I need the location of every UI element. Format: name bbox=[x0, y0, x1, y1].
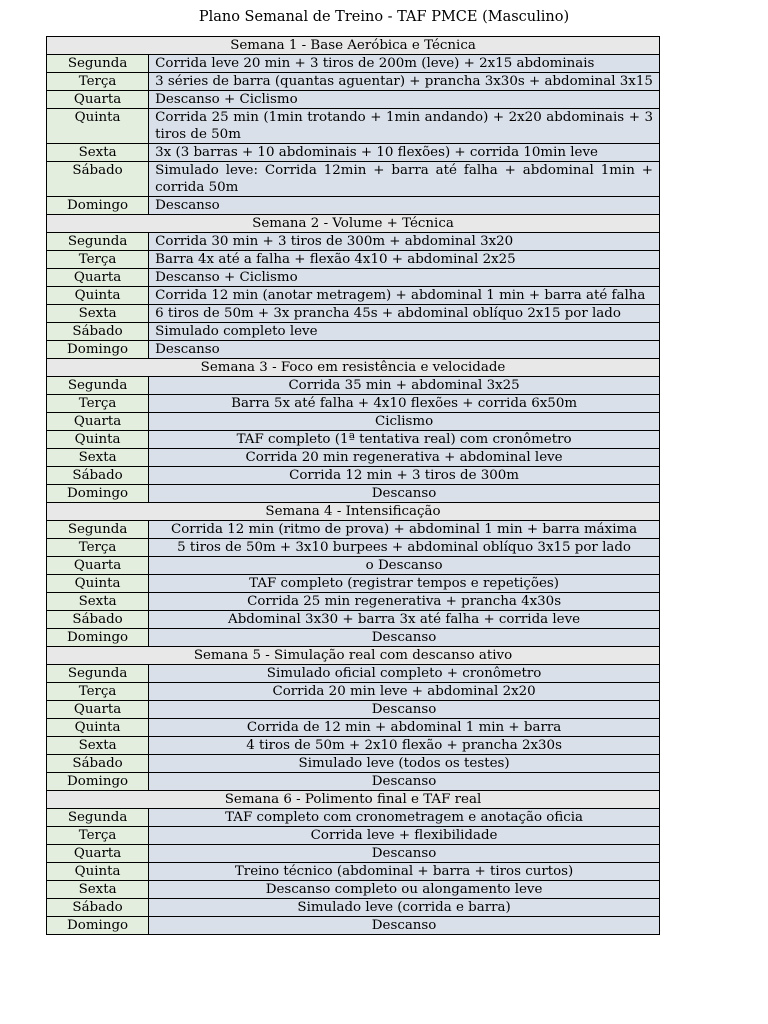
day-cell: Sábado bbox=[47, 162, 149, 197]
table-row bbox=[47, 809, 660, 827]
day-cell: Domingo bbox=[47, 485, 149, 503]
table-row bbox=[47, 55, 660, 73]
table-row bbox=[47, 197, 660, 215]
activity-cell: Treino técnico (abdominal + barra + tiros curtos) bbox=[149, 863, 660, 881]
table-row bbox=[47, 233, 660, 251]
table-row bbox=[47, 305, 660, 323]
activity-cell: 3x (3 barras + 10 abdominais + 10 flexões) + corrida 10min leve bbox=[149, 144, 660, 162]
activity-cell: Descanso bbox=[149, 701, 660, 719]
training-plan-body bbox=[47, 37, 660, 935]
day-cell: Segunda bbox=[47, 665, 149, 683]
table-row bbox=[47, 755, 660, 773]
activity-cell: o Descanso bbox=[149, 557, 660, 575]
activity-cell: Descanso bbox=[149, 845, 660, 863]
activity-cell: Descanso bbox=[149, 197, 660, 215]
week-header-row bbox=[47, 503, 660, 521]
day-cell: Quinta bbox=[47, 575, 149, 593]
activity-cell: Simulado completo leve bbox=[149, 323, 660, 341]
week-header-row bbox=[47, 215, 660, 233]
activity-cell: 5 tiros de 50m + 3x10 burpees + abdominal oblíquo 3x15 por lado bbox=[149, 539, 660, 557]
activity-cell: Corrida 30 min + 3 tiros de 300m + abdominal 3x20 bbox=[149, 233, 660, 251]
table-row bbox=[47, 737, 660, 755]
activity-cell: Descanso + Ciclismo bbox=[149, 269, 660, 287]
activity-cell: Simulado leve (todos os testes) bbox=[149, 755, 660, 773]
table-row bbox=[47, 881, 660, 899]
day-cell: Domingo bbox=[47, 917, 149, 935]
activity-cell: Simulado leve: Corrida 12min + barra até falha + abdominal 1min + corrida 50m bbox=[149, 162, 660, 197]
day-cell: Segunda bbox=[47, 233, 149, 251]
activity-cell: Descanso bbox=[149, 917, 660, 935]
day-cell: Quinta bbox=[47, 109, 149, 144]
activity-cell: 4 tiros de 50m + 2x10 flexão + prancha 2x30s bbox=[149, 737, 660, 755]
table-row bbox=[47, 773, 660, 791]
day-cell: Sexta bbox=[47, 881, 149, 899]
day-cell: Segunda bbox=[47, 55, 149, 73]
day-cell: Segunda bbox=[47, 521, 149, 539]
activity-cell: Abdominal 3x30 + barra 3x até falha + corrida leve bbox=[149, 611, 660, 629]
table-row bbox=[47, 287, 660, 305]
document-title: Plano Semanal de Treino - TAF PMCE (Masculino) bbox=[198, 9, 570, 25]
table-row bbox=[47, 611, 660, 629]
activity-cell: Descanso bbox=[149, 773, 660, 791]
table-row bbox=[47, 341, 660, 359]
table-row bbox=[47, 701, 660, 719]
week-title: Semana 3 - Foco em resistência e velocidade bbox=[47, 359, 660, 377]
activity-cell: Barra 5x até falha + 4x10 flexões + corrida 6x50m bbox=[149, 395, 660, 413]
week-title: Semana 5 - Simulação real com descanso ativo bbox=[47, 647, 660, 665]
activity-cell: Corrida de 12 min + abdominal 1 min + barra bbox=[149, 719, 660, 737]
day-cell: Quinta bbox=[47, 719, 149, 737]
table-row bbox=[47, 323, 660, 341]
table-row bbox=[47, 377, 660, 395]
activity-cell: Descanso bbox=[149, 485, 660, 503]
day-cell: Sexta bbox=[47, 449, 149, 467]
activity-cell: Corrida leve + flexibilidade bbox=[149, 827, 660, 845]
day-cell: Sábado bbox=[47, 899, 149, 917]
day-cell: Sábado bbox=[47, 467, 149, 485]
day-cell: Terça bbox=[47, 827, 149, 845]
activity-cell: Corrida 20 min regenerativa + abdominal leve bbox=[149, 449, 660, 467]
day-cell: Terça bbox=[47, 395, 149, 413]
activity-cell: Barra 4x até a falha + flexão 4x10 + abdominal 2x25 bbox=[149, 251, 660, 269]
day-cell: Sábado bbox=[47, 611, 149, 629]
table-row bbox=[47, 827, 660, 845]
table-row bbox=[47, 91, 660, 109]
day-cell: Quarta bbox=[47, 413, 149, 431]
day-cell: Quinta bbox=[47, 287, 149, 305]
day-cell: Sexta bbox=[47, 144, 149, 162]
day-cell: Domingo bbox=[47, 197, 149, 215]
activity-cell: Descanso completo ou alongamento leve bbox=[149, 881, 660, 899]
week-title: Semana 2 - Volume + Técnica bbox=[47, 215, 660, 233]
table-row bbox=[47, 413, 660, 431]
activity-cell: Simulado oficial completo + cronômetro bbox=[149, 665, 660, 683]
week-header-row bbox=[47, 359, 660, 377]
activity-cell: TAF completo com cronometragem e anotação oficia bbox=[149, 809, 660, 827]
day-cell: Terça bbox=[47, 683, 149, 701]
day-cell: Quarta bbox=[47, 701, 149, 719]
week-title: Semana 4 - Intensificação bbox=[47, 503, 660, 521]
activity-cell: Corrida 20 min leve + abdominal 2x20 bbox=[149, 683, 660, 701]
day-cell: Quarta bbox=[47, 557, 149, 575]
table-row bbox=[47, 629, 660, 647]
table-row bbox=[47, 575, 660, 593]
table-row bbox=[47, 899, 660, 917]
day-cell: Sábado bbox=[47, 323, 149, 341]
table-row bbox=[47, 557, 660, 575]
day-cell: Sexta bbox=[47, 305, 149, 323]
table-row bbox=[47, 485, 660, 503]
activity-cell: Corrida 12 min (ritmo de prova) + abdominal 1 min + barra máxima bbox=[149, 521, 660, 539]
table-row bbox=[47, 431, 660, 449]
activity-cell: Corrida 12 min + 3 tiros de 300m bbox=[149, 467, 660, 485]
table-row bbox=[47, 73, 660, 91]
day-cell: Quarta bbox=[47, 91, 149, 109]
activity-cell: 3 séries de barra (quantas aguentar) + prancha 3x30s + abdominal 3x15 bbox=[149, 73, 660, 91]
table-row bbox=[47, 269, 660, 287]
day-cell: Terça bbox=[47, 73, 149, 91]
activity-cell: Descanso bbox=[149, 629, 660, 647]
day-cell: Sexta bbox=[47, 593, 149, 611]
table-row bbox=[47, 144, 660, 162]
table-row bbox=[47, 863, 660, 881]
table-row bbox=[47, 539, 660, 557]
week-header-row bbox=[47, 37, 660, 55]
week-header-row bbox=[47, 791, 660, 809]
activity-cell: TAF completo (registrar tempos e repetições) bbox=[149, 575, 660, 593]
activity-cell: Corrida 35 min + abdominal 3x25 bbox=[149, 377, 660, 395]
day-cell: Terça bbox=[47, 539, 149, 557]
training-plan-table bbox=[46, 36, 660, 935]
activity-cell: Corrida 25 min regenerativa + prancha 4x30s bbox=[149, 593, 660, 611]
day-cell: Quinta bbox=[47, 863, 149, 881]
table-row bbox=[47, 162, 660, 197]
day-cell: Terça bbox=[47, 251, 149, 269]
day-cell: Quarta bbox=[47, 269, 149, 287]
table-row bbox=[47, 917, 660, 935]
activity-cell: TAF completo (1ª tentativa real) com cronômetro bbox=[149, 431, 660, 449]
day-cell: Domingo bbox=[47, 773, 149, 791]
table-row bbox=[47, 395, 660, 413]
table-row bbox=[47, 467, 660, 485]
activity-cell: 6 tiros de 50m + 3x prancha 45s + abdominal oblíquo 2x15 por lado bbox=[149, 305, 660, 323]
table-row bbox=[47, 251, 660, 269]
table-row bbox=[47, 593, 660, 611]
day-cell: Sexta bbox=[47, 737, 149, 755]
table-row bbox=[47, 521, 660, 539]
week-title: Semana 6 - Polimento final e TAF real bbox=[47, 791, 660, 809]
day-cell: Quarta bbox=[47, 845, 149, 863]
table-row bbox=[47, 683, 660, 701]
day-cell: Sábado bbox=[47, 755, 149, 773]
table-row bbox=[47, 665, 660, 683]
table-row bbox=[47, 449, 660, 467]
activity-cell: Ciclismo bbox=[149, 413, 660, 431]
day-cell: Quinta bbox=[47, 431, 149, 449]
week-header-row bbox=[47, 647, 660, 665]
activity-cell: Descanso + Ciclismo bbox=[149, 91, 660, 109]
activity-cell: Descanso bbox=[149, 341, 660, 359]
table-row bbox=[47, 109, 660, 144]
table-row bbox=[47, 719, 660, 737]
day-cell: Domingo bbox=[47, 341, 149, 359]
activity-cell: Simulado leve (corrida e barra) bbox=[149, 899, 660, 917]
week-title: Semana 1 - Base Aeróbica e Técnica bbox=[47, 37, 660, 55]
day-cell: Segunda bbox=[47, 809, 149, 827]
day-cell: Segunda bbox=[47, 377, 149, 395]
table-row bbox=[47, 845, 660, 863]
day-cell: Domingo bbox=[47, 629, 149, 647]
activity-cell: Corrida 12 min (anotar metragem) + abdominal 1 min + barra até falha bbox=[149, 287, 660, 305]
activity-cell: Corrida leve 20 min + 3 tiros de 200m (leve) + 2x15 abdominais bbox=[149, 55, 660, 73]
activity-cell: Corrida 25 min (1min trotando + 1min andando) + 2x20 abdominais + 3 tiros de 50m bbox=[149, 109, 660, 144]
